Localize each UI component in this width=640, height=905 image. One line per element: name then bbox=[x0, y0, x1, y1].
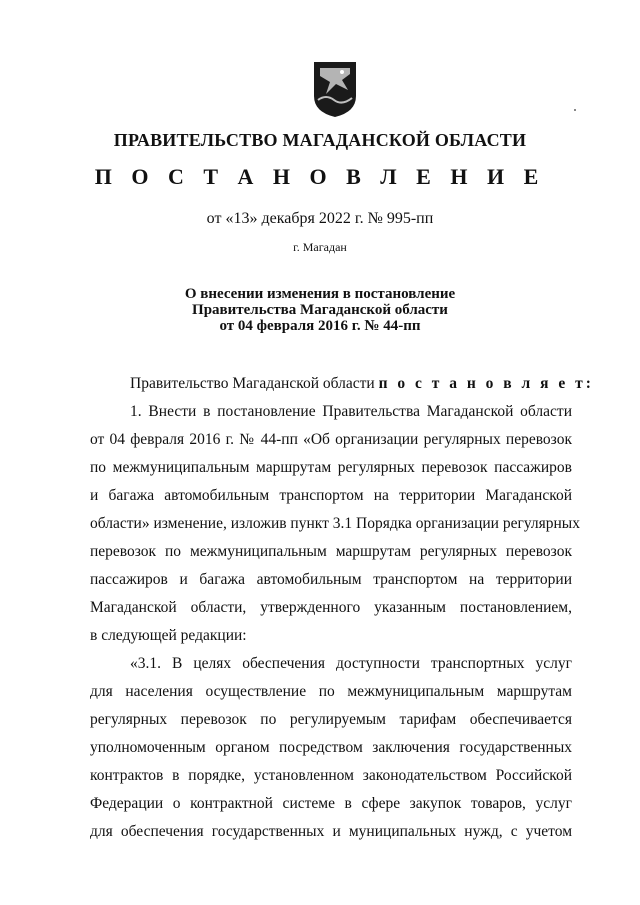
paragraph-line: пассажиров и багажа автомобильным транспортом на территории bbox=[90, 571, 572, 588]
document-type: П О С Т А Н О В Л Е Н И Е bbox=[94, 164, 546, 189]
paragraph-line: и багажа автомобильным транспортом на территории Магаданской bbox=[90, 487, 572, 504]
paragraph-line: в следующей редакции: bbox=[90, 627, 247, 644]
intro-verb: п о с т а н о в л я е т: bbox=[378, 375, 594, 392]
coat-of-arms-icon bbox=[312, 60, 358, 118]
paragraph-line: для населения осуществление по межмуниципальным маршрутам bbox=[90, 683, 572, 700]
subject-line: О внесении изменения в постановление bbox=[184, 286, 456, 302]
intro-prefix: Правительство Магаданской области bbox=[130, 375, 375, 392]
scan-speck bbox=[574, 109, 576, 111]
intro-line bbox=[130, 374, 612, 394]
paragraph-line: Магаданской области, утвержденного указанным постановлением, bbox=[90, 599, 572, 616]
paragraph-line: для обеспечения государственных и муниципальных нужд, с учетом bbox=[90, 823, 572, 840]
paragraph-line: контрактов в порядке, установленном законодательством Российской bbox=[90, 767, 572, 784]
document-date-number: от «13» декабря 2022 г. № 995-пп bbox=[206, 210, 434, 227]
paragraph-line: области» изменение, изложив пункт 3.1 Порядка организации регулярных bbox=[90, 515, 580, 532]
document-city: г. Магадан bbox=[293, 240, 347, 254]
paragraph-line: перевозок по межмуниципальным маршрутам регулярных перевозок bbox=[90, 543, 572, 560]
subject-line: Правительства Магаданской области bbox=[192, 302, 448, 318]
document-subject bbox=[0, 286, 640, 334]
paragraph-line: уполномоченным органом посредством заключения государственных bbox=[90, 739, 572, 756]
paragraph-line: от 04 февраля 2016 г. № 44-пп «Об организации регулярных перевозок bbox=[90, 431, 572, 448]
paragraph-line: по межмуниципальным маршрутам регулярных перевозок пассажиров bbox=[90, 459, 572, 476]
government-title: ПРАВИТЕЛЬСТВО МАГАДАНСКОЙ ОБЛАСТИ bbox=[113, 130, 527, 150]
paragraph-line: «3.1. В целях обеспечения доступности транспортных услуг bbox=[130, 655, 572, 672]
paragraph-line: Федерации о контрактной системе в сфере закупок товаров, услуг bbox=[90, 795, 572, 812]
paragraph-line: 1. Внести в постановление Правительства Магаданской области bbox=[130, 403, 572, 420]
subject-line: от 04 февраля 2016 г. № 44-пп bbox=[219, 318, 421, 334]
paragraph-line: регулярных перевозок по регулируемым тарифам обеспечивается bbox=[90, 711, 572, 728]
